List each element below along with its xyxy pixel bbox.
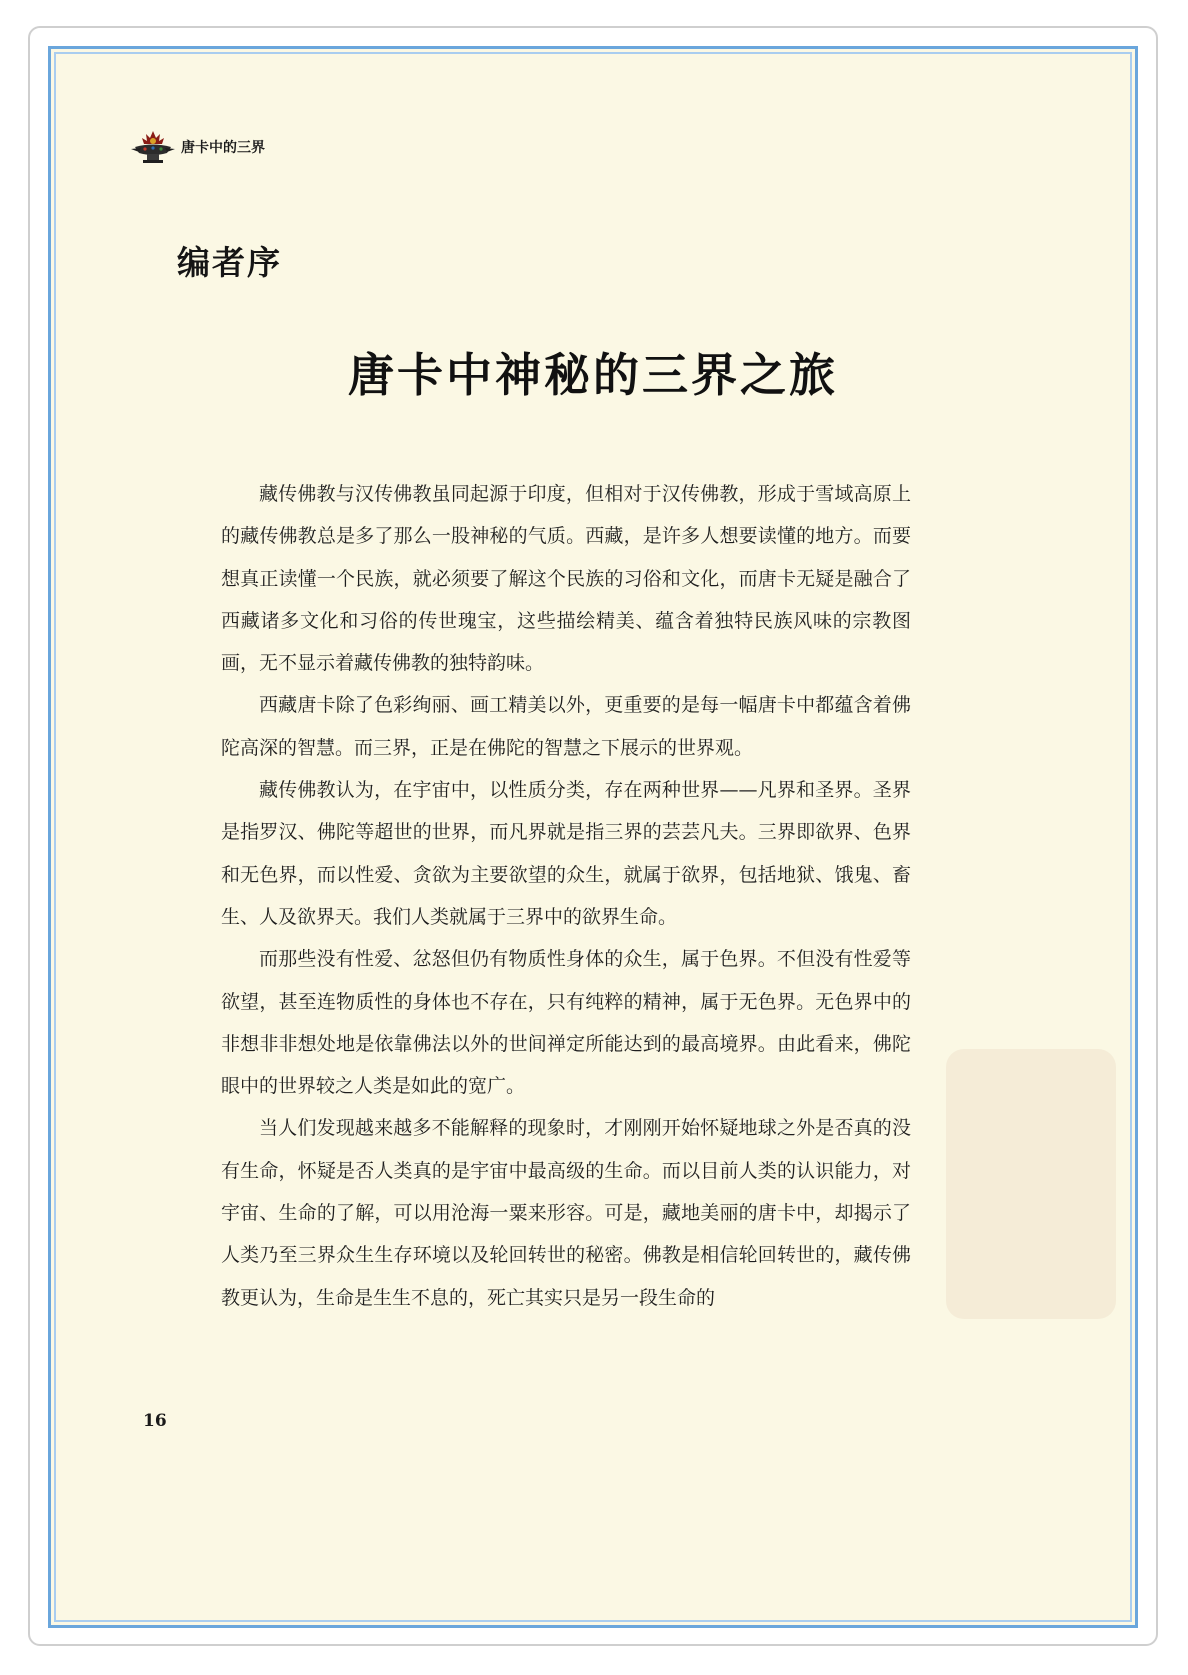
tibetan-emblem-icon xyxy=(129,129,177,165)
body-text xyxy=(221,473,911,1319)
section-label: 编者序 xyxy=(177,243,282,282)
book-title: 唐卡中的三界 xyxy=(181,140,265,156)
paragraph: 而那些没有性爱、忿怒但仍有物质性身体的众生，属于色界。不但没有性爱等欲望，甚至连物质性的身体也不存在，只有纯粹的精神，属于无色界。无色界中的非想非非想处地是依靠佛法以外的世间禅定所能达到的最高境界。由此看来，佛陀眼中的世界较之人类是如此的宽广。 xyxy=(221,948,911,1098)
paragraph: 西藏唐卡除了色彩绚丽、画工精美以外，更重要的是每一幅唐卡中都蕴含着佛陀高深的智慧。而三界，正是在佛陀的智慧之下展示的世界观。 xyxy=(221,694,911,759)
paragraph: 当人们发现越来越多不能解释的现象时，才刚刚开始怀疑地球之外是否真的没有生命，怀疑是否人类真的是宇宙中最高级的生命。而以目前人类的认识能力，对宇宙、生命的了解，可以用沧海一粟来形容。可是，藏地美丽的唐卡中，却揭示了人类乃至三界众生生存环境以及轮回转世的秘密。佛教是相信轮回转世的，藏传佛教更认为，生命是生生不息的，死亡其实只是另一段生命的 xyxy=(221,1117,911,1309)
running-header xyxy=(129,129,265,165)
paragraph: 藏传佛教认为，在宇宙中，以性质分类，存在两种世界——凡界和圣界。圣界是指罗汉、佛陀等超世的世界，而凡界就是指三界的芸芸凡夫。三界即欲界、色界和无色界，而以性爱、贪欲为主要欲望的众生，就属于欲界，包括地狱、饿鬼、畜生、人及欲界天。我们人类就属于三界中的欲界生命。 xyxy=(221,779,911,928)
page-title: 唐卡中神秘的三界之旅 xyxy=(348,348,838,402)
paragraph: 藏传佛教与汉传佛教虽同起源于印度，但相对于汉传佛教，形成于雪域高原上的藏传佛教总是多了那么一股神秘的气质。西藏，是许多人想要读懂的地方。而要想真正读懂一个民族，就必须要了解这个民族的习俗和文化，而唐卡无疑是融合了西藏诸多文化和习俗的传世瑰宝，这些描绘精美、蕴含着独特民族风味的宗教图画，无不显示着藏传佛教的独特韵味。 xyxy=(221,483,911,675)
page-number: 16 xyxy=(143,1411,167,1431)
book-page xyxy=(48,46,1138,1628)
seal-watermark xyxy=(946,1049,1116,1319)
